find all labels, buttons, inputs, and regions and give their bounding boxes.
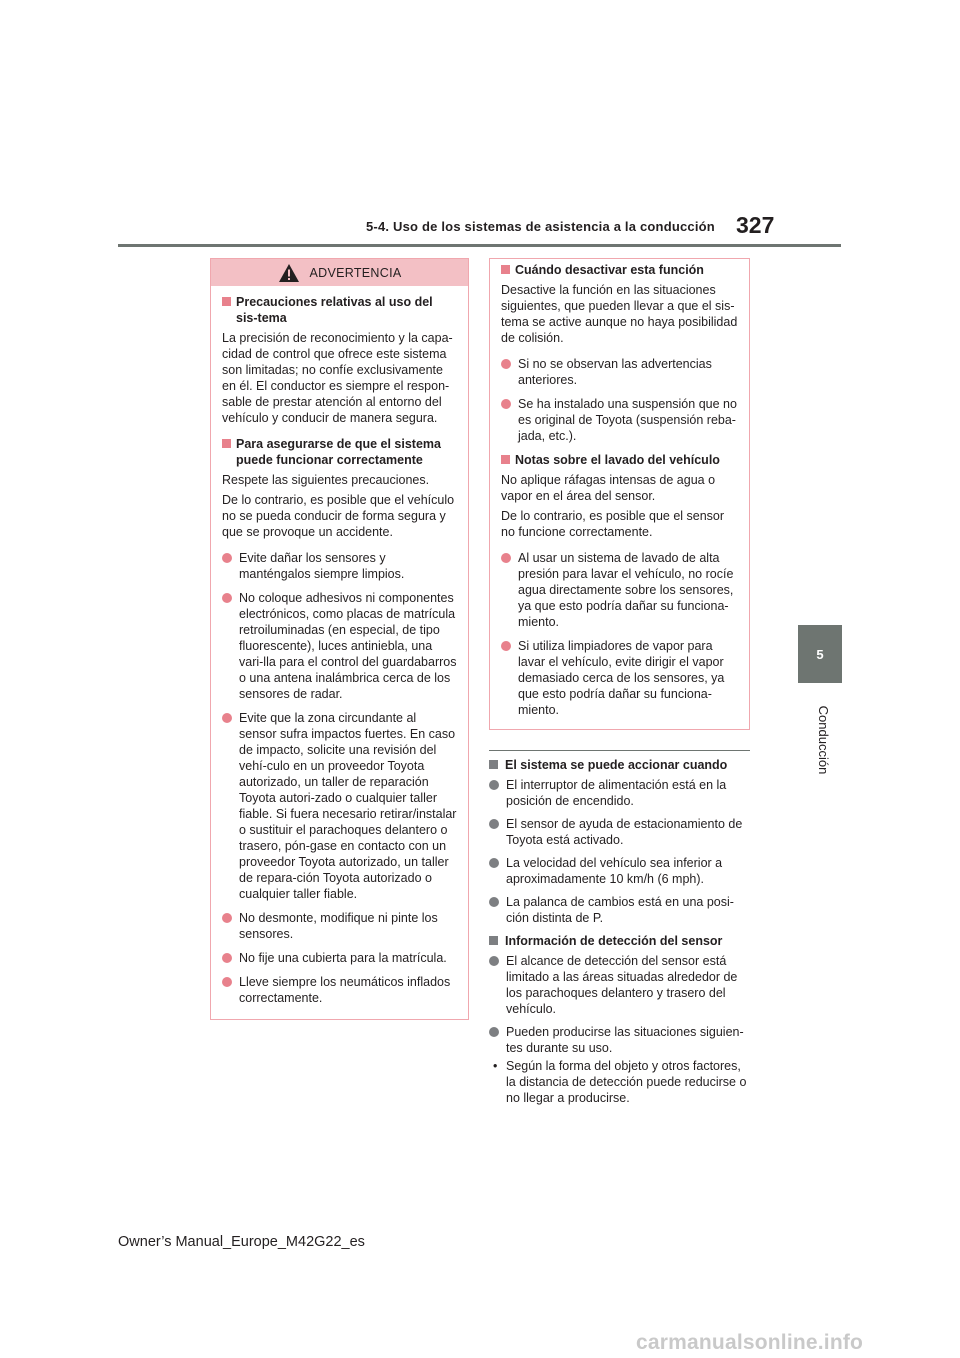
square-bullet-icon: [489, 760, 498, 769]
section-title: El sistema se puede accionar cuando: [489, 757, 750, 773]
list-item: No fije una cubierta para la matrícula.: [222, 950, 457, 966]
warning-paragraph: La precisión de reconocimiento y la capa-cidad de control que ofrece este sistema son limitadas; no confíe exclusivamente en él. El conductor es siempre el respon-sable de prestar atención al entorno del vehículo y conducir de manera segura.: [222, 331, 453, 425]
square-bullet-icon: [489, 936, 498, 945]
page-number: 327: [736, 212, 775, 238]
warning-paragraph: De lo contrario, es posible que el vehículo no se pueda conducir de forma segura y que se provoque un accidente.: [222, 493, 455, 539]
circle-bullet-icon: [222, 713, 232, 723]
notice-box: [489, 258, 750, 730]
notice-section-title: Cuándo desactivar esta función: [501, 262, 738, 278]
square-bullet-icon: [222, 297, 231, 306]
warning-paragraph: Respete las siguientes precauciones.: [222, 473, 430, 487]
square-bullet-icon: [222, 439, 231, 448]
header-rule: [118, 244, 841, 247]
circle-bullet-icon: [222, 553, 232, 563]
circle-bullet-icon: [489, 897, 499, 907]
circle-bullet-icon: [489, 956, 499, 966]
sub-list-item: • Según la forma del objeto y otros factores, la distancia de detección puede reducirse o no llegar a producirse.: [493, 1059, 747, 1105]
list-item: El interruptor de alimentación está en la posición de encendido.: [489, 777, 750, 809]
circle-bullet-icon: [489, 1027, 499, 1037]
circle-bullet-icon: [501, 641, 511, 651]
footer-text: Owner’s Manual_Europe_M42G22_es: [118, 1234, 365, 1250]
header-section-title: 5-4. Uso de los sistemas de asistencia a la conducción: [366, 219, 715, 234]
warning-box: [210, 258, 469, 1020]
circle-bullet-icon: [222, 953, 232, 963]
circle-bullet-icon: [222, 593, 232, 603]
body-column: [489, 750, 750, 1106]
circle-bullet-icon: [489, 858, 499, 868]
list-item: El sensor de ayuda de estacionamiento de Toyota está activado.: [489, 816, 750, 848]
list-item: No coloque adhesivos ni componentes electrónicos, como placas de matrícula retroiluminadas (en especial, de tipo fluorescente), luces antiniebla, una vari-lla para el control del guardabarros o una antena inalámbrica cerca de los sensores de radar.: [222, 590, 457, 702]
square-bullet-icon: [501, 455, 510, 464]
list-item: Evite dañar los sensores y manténgalos siempre limpios.: [222, 550, 457, 582]
notice-paragraph: No aplique ráfagas intensas de agua o vapor en el área del sensor.: [501, 473, 716, 503]
list-item: La velocidad del vehículo sea inferior a aproximadamente 10 km/h (6 mph).: [489, 855, 750, 887]
list-item: Si utiliza limpiadores de vapor para lavar el vehículo, evite dirigir el vapor demasiado cerca de los sensores, ya que esto podría dañar su funciona-miento.: [501, 638, 738, 718]
warning-title: ADVERTENCIA: [309, 265, 402, 280]
list-item: Si no se observan las advertencias anteriores.: [501, 356, 738, 388]
list-item: Se ha instalado una suspensión que no es original de Toyota (suspensión reba-jada, etc.).: [501, 396, 738, 444]
list-item: La palanca de cambios está en una posi-ción distinta de P.: [489, 894, 750, 926]
chapter-tab[interactable]: [798, 625, 842, 683]
notice-paragraph: De lo contrario, es posible que el sensor no funcione correctamente.: [501, 509, 725, 539]
circle-bullet-icon: [501, 399, 511, 409]
circle-bullet-icon: [222, 913, 232, 923]
square-bullet-icon: [501, 265, 510, 274]
warning-header: [211, 259, 468, 286]
section-rule: [489, 750, 750, 751]
circle-bullet-icon: [489, 819, 499, 829]
circle-bullet-icon: [489, 780, 499, 790]
list-item: Al usar un sistema de lavado de alta presión para lavar el vehículo, no rocíe agua directamente sobre los sensores, ya que esto podría dañar su funciona-miento.: [501, 550, 738, 630]
list-item: No desmonte, modifique ni pinte los sensores.: [222, 910, 457, 942]
notice-section-title: Notas sobre el lavado del vehículo: [501, 452, 738, 468]
notice-paragraph: Desactive la función en las situaciones siguientes, que pueden llevar a que el sis-tema se active aunque no haya posibilidad de colisión.: [501, 283, 738, 345]
warning-section-title: Para asegurarse de que el sistema puede funcionar correctamente: [222, 436, 457, 468]
list-item: Lleve siempre los neumáticos inflados correctamente.: [222, 974, 457, 1006]
section-title: Información de detección del sensor: [489, 933, 750, 949]
list-item: Pueden producirse las situaciones siguien-tes durante su uso.: [489, 1024, 750, 1056]
chapter-tab-number: 5: [816, 646, 824, 662]
warning-section-title: Precauciones relativas al uso del sis-tema: [222, 294, 457, 326]
chapter-label: Conducción: [816, 705, 831, 775]
list-item: El alcance de detección del sensor está limitado a las áreas situadas alrededor de los parachoques delantero y trasero del vehículo.: [489, 953, 750, 1017]
circle-bullet-icon: [222, 977, 232, 987]
warning-triangle-icon: [278, 263, 300, 283]
circle-bullet-icon: [501, 553, 511, 563]
list-item: Evite que la zona circundante al sensor sufra impactos fuertes. En caso de impacto, solicite una revisión del vehí-culo en un proveedor Toyota autorizado, un taller de reparación Toyota autori-zado o cualquier taller fiable. Si fuera necesario retirar/instalar o sustituir el parachoques delantero o trasero, pón-gase en contacto con un proveedor Toyota autorizado, un taller de repara-ción Toyota autorizado o cualquier taller fiable.: [222, 710, 457, 902]
watermark: carmanualsonline.info: [636, 1331, 864, 1354]
circle-bullet-icon: [501, 359, 511, 369]
